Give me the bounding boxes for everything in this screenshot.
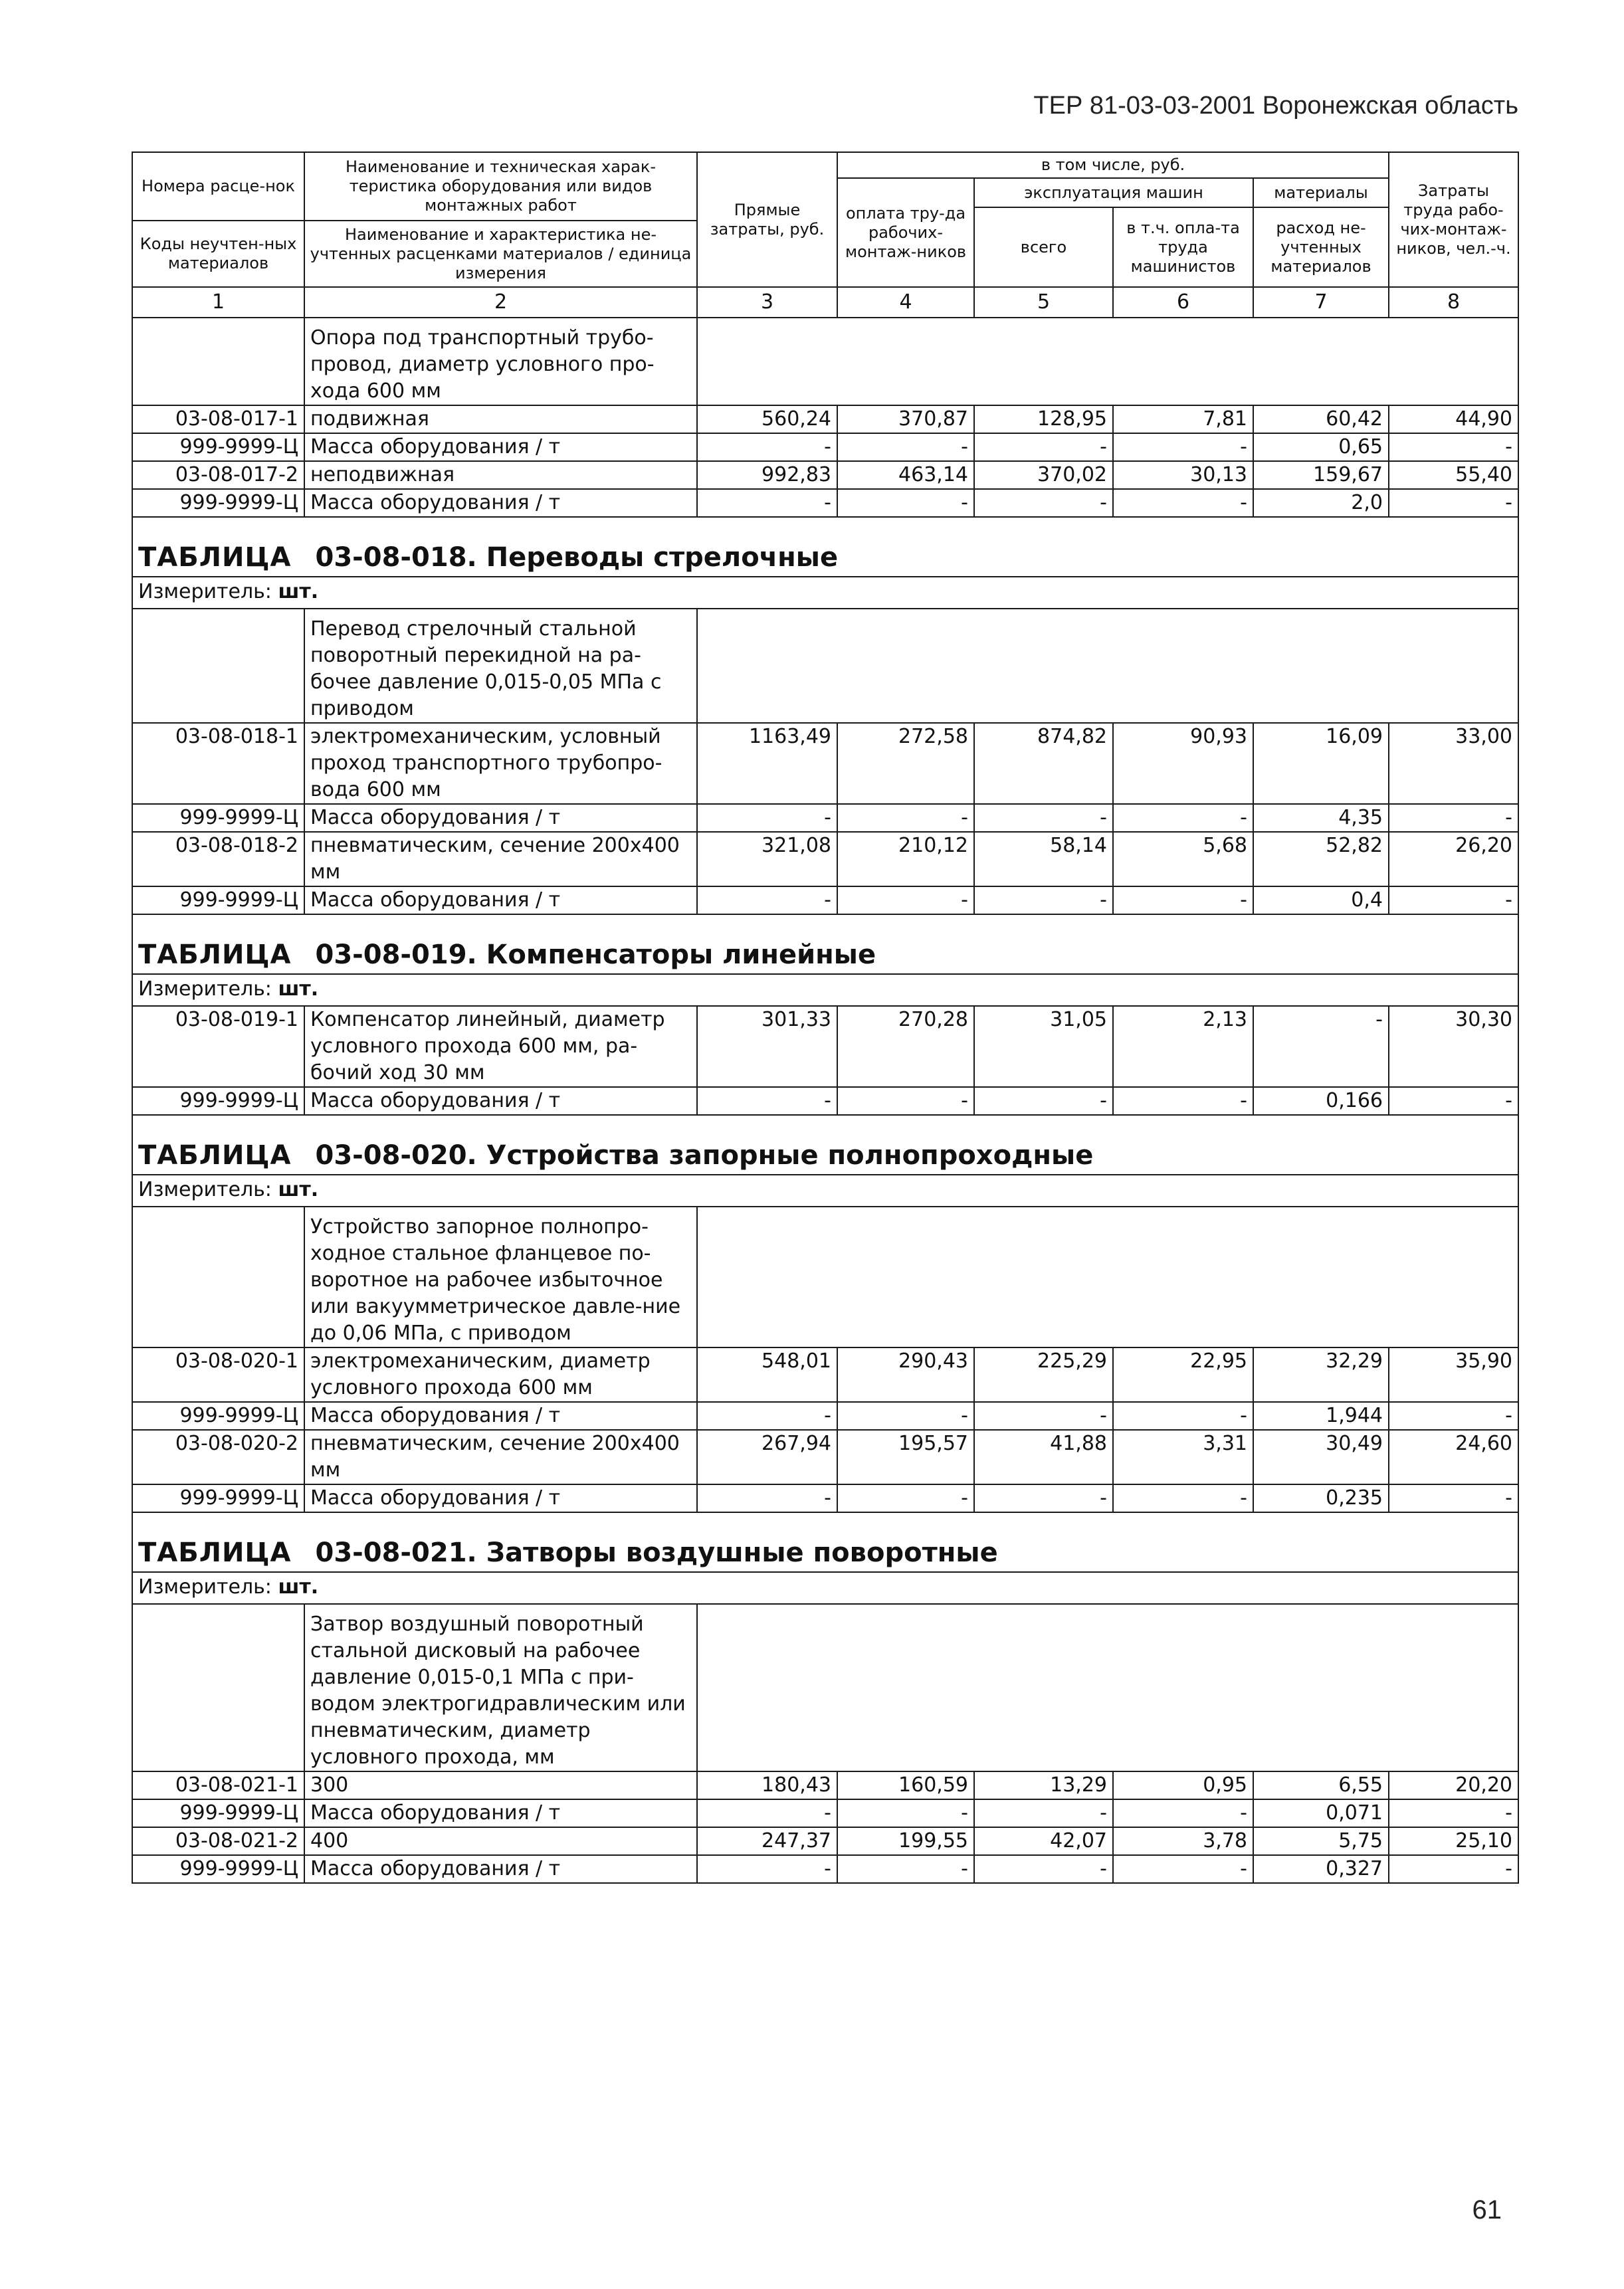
value-c3: - <box>697 1402 837 1430</box>
table-header <box>132 152 1518 318</box>
rate-code: 999-9999-Ц <box>132 1484 304 1512</box>
value-c6: 2,13 <box>1113 1006 1253 1087</box>
value-c7: 1,944 <box>1253 1402 1389 1430</box>
value-c7: 6,55 <box>1253 1771 1389 1799</box>
table-row <box>132 804 1518 832</box>
col-number: 5 <box>974 287 1113 318</box>
unit-row <box>132 1175 1518 1207</box>
value-c8: - <box>1389 1484 1518 1512</box>
value-c7: 52,82 <box>1253 832 1389 886</box>
value-c5: 31,05 <box>974 1006 1113 1087</box>
table-title-number: 03-08-019. <box>315 940 477 970</box>
value-c5: 370,02 <box>974 461 1113 489</box>
value-c5: 874,82 <box>974 723 1113 804</box>
value-c7: 60,42 <box>1253 405 1389 433</box>
value-c4: - <box>837 1799 974 1827</box>
value-c3: 247,37 <box>697 1827 837 1855</box>
col-number: 3 <box>697 287 837 318</box>
col-name-top: Наименование и техническая харак-теристика оборудования или видов монтажных работ <box>304 152 697 221</box>
value-c8: - <box>1389 804 1518 832</box>
table-body <box>132 318 1518 1883</box>
value-c4: - <box>837 804 974 832</box>
value-c3: 548,01 <box>697 1347 837 1402</box>
value-c6: - <box>1113 1799 1253 1827</box>
value-c5: 13,29 <box>974 1771 1113 1799</box>
rate-code: 03-08-018-1 <box>132 723 304 804</box>
value-c4: - <box>837 1855 974 1883</box>
work-name: Масса оборудования / т <box>304 489 697 517</box>
value-c6: - <box>1113 1402 1253 1430</box>
value-c8: - <box>1389 1402 1518 1430</box>
table-title-number: 03-08-020. <box>315 1140 477 1171</box>
value-c3: 301,33 <box>697 1006 837 1087</box>
value-c5: - <box>974 433 1113 461</box>
value-c3: - <box>697 489 837 517</box>
group-description: Затвор воздушный поворотный стальной дисковый на рабочее давление 0,015-0,1 МПа с при-водом электрогидравлическим или пневматическим, диаметр условного прохода, мм <box>304 1604 697 1771</box>
value-c4: 463,14 <box>837 461 974 489</box>
unit-value: шт. <box>278 1575 319 1599</box>
table-row <box>132 1771 1518 1799</box>
table-title-text: Затворы воздушные поворотные <box>486 1538 998 1568</box>
value-c5: 128,95 <box>974 405 1113 433</box>
empty-cell <box>697 1207 1518 1347</box>
value-c4: 370,87 <box>837 405 974 433</box>
work-name: 300 <box>304 1771 697 1799</box>
value-c4: 199,55 <box>837 1827 974 1855</box>
rate-code: 999-9999-Ц <box>132 1799 304 1827</box>
unit-value: шт. <box>278 580 319 603</box>
work-name: Масса оборудования / т <box>304 804 697 832</box>
value-c8: - <box>1389 433 1518 461</box>
table-row <box>132 1402 1518 1430</box>
rate-code: 03-08-017-1 <box>132 405 304 433</box>
value-c7: 0,166 <box>1253 1087 1389 1115</box>
col-direct-costs: Прямые затраты, руб. <box>697 152 837 287</box>
table-title <box>132 914 1518 974</box>
column-numbers-row <box>132 287 1518 318</box>
col-number: 1 <box>132 287 304 318</box>
value-c3: - <box>697 1855 837 1883</box>
unit-row <box>132 1572 1518 1604</box>
work-name: Масса оборудования / т <box>304 1484 697 1512</box>
value-c6: - <box>1113 886 1253 914</box>
value-c6: 3,78 <box>1113 1827 1253 1855</box>
value-c6: 30,13 <box>1113 461 1253 489</box>
table-title-text: Устройства запорные полнопроходные <box>486 1140 1094 1171</box>
table-row <box>132 723 1518 804</box>
value-c3: - <box>697 1484 837 1512</box>
value-c6: - <box>1113 489 1253 517</box>
value-c3: 321,08 <box>697 832 837 886</box>
value-c4: 160,59 <box>837 1771 974 1799</box>
empty-cell <box>132 1604 304 1771</box>
value-c3: - <box>697 433 837 461</box>
value-c7: 159,67 <box>1253 461 1389 489</box>
unit-label: Измеритель: <box>138 977 272 1001</box>
value-c8: - <box>1389 1799 1518 1827</box>
description-row <box>132 1604 1518 1771</box>
unit-row <box>132 577 1518 609</box>
value-c7: - <box>1253 1006 1389 1087</box>
value-c6: 22,95 <box>1113 1347 1253 1402</box>
value-c4: - <box>837 1402 974 1430</box>
unit-cell <box>132 577 1518 609</box>
rate-code: 03-08-021-2 <box>132 1827 304 1855</box>
value-c4: - <box>837 886 974 914</box>
empty-cell <box>132 1207 304 1347</box>
table-row <box>132 1347 1518 1402</box>
unit-cell <box>132 1175 1518 1207</box>
col-machine-operation: эксплуатация машин <box>974 178 1253 207</box>
table-row <box>132 1484 1518 1512</box>
table-title-row <box>132 517 1518 577</box>
description-row <box>132 318 1518 405</box>
description-row <box>132 609 1518 723</box>
unit-row <box>132 974 1518 1006</box>
empty-cell <box>697 609 1518 723</box>
col-number: 4 <box>837 287 974 318</box>
col-number: 8 <box>1389 287 1518 318</box>
rate-code: 999-9999-Ц <box>132 1087 304 1115</box>
value-c8: 26,20 <box>1389 832 1518 886</box>
value-c6: 5,68 <box>1113 832 1253 886</box>
value-c3: 560,24 <box>697 405 837 433</box>
rate-code: 999-9999-Ц <box>132 1855 304 1883</box>
value-c5: - <box>974 1402 1113 1430</box>
value-c4: 195,57 <box>837 1430 974 1484</box>
col-machines-wages: в т.ч. опла-та труда машинистов <box>1113 207 1253 287</box>
col-materials: материалы <box>1253 178 1389 207</box>
value-c5: 225,29 <box>974 1347 1113 1402</box>
value-c6: 0,95 <box>1113 1771 1253 1799</box>
value-c8: 55,40 <box>1389 461 1518 489</box>
col-including: в том числе, руб. <box>837 152 1389 178</box>
value-c3: 1163,49 <box>697 723 837 804</box>
col-number: 2 <box>304 287 697 318</box>
table-title-tag: ТАБЛИЦА <box>138 1140 292 1171</box>
value-c7: 0,327 <box>1253 1855 1389 1883</box>
value-c7: 0,071 <box>1253 1799 1389 1827</box>
empty-cell <box>132 609 304 723</box>
value-c4: 272,58 <box>837 723 974 804</box>
description-row <box>132 1207 1518 1347</box>
value-c5: - <box>974 489 1113 517</box>
rate-code: 999-9999-Ц <box>132 433 304 461</box>
work-name: Масса оборудования / т <box>304 1402 697 1430</box>
value-c7: 32,29 <box>1253 1347 1389 1402</box>
work-name: Масса оборудования / т <box>304 1799 697 1827</box>
unit-value: шт. <box>278 1178 319 1201</box>
value-c8: - <box>1389 1855 1518 1883</box>
table-row <box>132 1855 1518 1883</box>
value-c7: 5,75 <box>1253 1827 1389 1855</box>
value-c6: 3,31 <box>1113 1430 1253 1484</box>
work-name: Масса оборудования / т <box>304 886 697 914</box>
rate-code: 999-9999-Ц <box>132 886 304 914</box>
value-c4: 210,12 <box>837 832 974 886</box>
value-c5: - <box>974 1855 1113 1883</box>
value-c8: 30,30 <box>1389 1006 1518 1087</box>
value-c6: - <box>1113 804 1253 832</box>
rate-code: 03-08-017-2 <box>132 461 304 489</box>
value-c4: - <box>837 1087 974 1115</box>
table-title-row <box>132 914 1518 974</box>
value-c7: 4,35 <box>1253 804 1389 832</box>
col-material-codes: Коды неучтен-ных материалов <box>132 221 304 287</box>
value-c6: - <box>1113 1855 1253 1883</box>
table-row <box>132 1827 1518 1855</box>
work-name: пневматическим, сечение 200х400 мм <box>304 832 697 886</box>
work-name: Компенсатор линейный, диаметр условного прохода 600 мм, ра-бочий ход 30 мм <box>304 1006 697 1087</box>
value-c5: - <box>974 886 1113 914</box>
value-c8: - <box>1389 1087 1518 1115</box>
value-c4: - <box>837 489 974 517</box>
table-title <box>132 1512 1518 1572</box>
rate-code: 03-08-020-1 <box>132 1347 304 1402</box>
empty-cell <box>697 318 1518 405</box>
value-c7: 0,65 <box>1253 433 1389 461</box>
work-name: электромеханическим, условный проход транспортного трубопро-вода 600 мм <box>304 723 697 804</box>
table-title-number: 03-08-021. <box>315 1538 477 1568</box>
value-c3: - <box>697 1087 837 1115</box>
rate-code: 03-08-018-2 <box>132 832 304 886</box>
table-title-number: 03-08-018. <box>315 542 477 573</box>
value-c3: 992,83 <box>697 461 837 489</box>
value-c7: 0,235 <box>1253 1484 1389 1512</box>
value-c8: 25,10 <box>1389 1827 1518 1855</box>
unit-label: Измеритель: <box>138 1178 272 1201</box>
table-title-tag: ТАБЛИЦА <box>138 542 292 573</box>
col-name-bottom: Наименование и характеристика не-учтенных расценками материалов / единица измерения <box>304 221 697 287</box>
value-c5: 41,88 <box>974 1430 1113 1484</box>
value-c8: 44,90 <box>1389 405 1518 433</box>
value-c8: 35,90 <box>1389 1347 1518 1402</box>
value-c7: 0,4 <box>1253 886 1389 914</box>
rates-table <box>132 151 1519 1884</box>
group-description: Перевод стрелочный стальной поворотный перекидной на ра-бочее давление 0,015-0,05 МПа с приводом <box>304 609 697 723</box>
col-number: 7 <box>1253 287 1389 318</box>
unit-cell <box>132 974 1518 1006</box>
value-c3: 180,43 <box>697 1771 837 1799</box>
value-c4: 290,43 <box>837 1347 974 1402</box>
rate-code: 999-9999-Ц <box>132 489 304 517</box>
table-row <box>132 1799 1518 1827</box>
value-c5: - <box>974 1484 1113 1512</box>
value-c4: - <box>837 433 974 461</box>
table-row <box>132 832 1518 886</box>
value-c8: 33,00 <box>1389 723 1518 804</box>
work-name: 400 <box>304 1827 697 1855</box>
rate-code: 03-08-020-2 <box>132 1430 304 1484</box>
table-row <box>132 405 1518 433</box>
value-c3: - <box>697 886 837 914</box>
table-title-row <box>132 1115 1518 1175</box>
unit-cell <box>132 1572 1518 1604</box>
work-name: электромеханическим, диаметр условного прохода 600 мм <box>304 1347 697 1402</box>
table-title <box>132 1115 1518 1175</box>
rate-code: 999-9999-Ц <box>132 804 304 832</box>
value-c3: - <box>697 804 837 832</box>
col-wages: оплата тру-да рабочих-монтаж-ников <box>837 178 974 287</box>
value-c8: 20,20 <box>1389 1771 1518 1799</box>
table-title-text: Компенсаторы линейные <box>486 940 876 970</box>
unit-label: Измеритель: <box>138 580 272 603</box>
work-name: Масса оборудования / т <box>304 433 697 461</box>
group-description: Устройство запорное полнопро-ходное стальное фланцевое по-воротное на рабочее избыточное или вакуумметрическое давле-ние до 0,06 МПа, с приводом <box>304 1207 697 1347</box>
table-title-text: Переводы стрелочные <box>486 542 839 573</box>
col-machines-total: всего <box>974 207 1113 287</box>
empty-cell <box>697 1604 1518 1771</box>
value-c5: - <box>974 1799 1113 1827</box>
value-c5: 42,07 <box>974 1827 1113 1855</box>
col-number: 6 <box>1113 287 1253 318</box>
value-c3: - <box>697 1799 837 1827</box>
value-c8: - <box>1389 489 1518 517</box>
rate-code: 999-9999-Ц <box>132 1402 304 1430</box>
value-c5: - <box>974 1087 1113 1115</box>
value-c4: 270,28 <box>837 1006 974 1087</box>
table-title <box>132 517 1518 577</box>
value-c6: 7,81 <box>1113 405 1253 433</box>
table-row <box>132 433 1518 461</box>
col-labor: Затраты труда рабо-чих-монтаж-ников, чел.-ч. <box>1389 152 1518 287</box>
table-title-tag: ТАБЛИЦА <box>138 940 292 970</box>
group-description: Опора под транспортный трубо-провод, диаметр условного про-хода 600 мм <box>304 318 697 405</box>
value-c6: - <box>1113 1087 1253 1115</box>
table-row <box>132 1087 1518 1115</box>
work-name: неподвижная <box>304 461 697 489</box>
value-c5: - <box>974 804 1113 832</box>
value-c8: - <box>1389 886 1518 914</box>
value-c3: 267,94 <box>697 1430 837 1484</box>
value-c6: - <box>1113 433 1253 461</box>
work-name: Масса оборудования / т <box>304 1087 697 1115</box>
work-name: подвижная <box>304 405 697 433</box>
rate-code: 03-08-021-1 <box>132 1771 304 1799</box>
table-row <box>132 1430 1518 1484</box>
work-name: Масса оборудования / т <box>304 1855 697 1883</box>
value-c7: 16,09 <box>1253 723 1389 804</box>
value-c6: - <box>1113 1484 1253 1512</box>
col-rate-numbers: Номера расце-нок <box>132 152 304 221</box>
empty-cell <box>132 318 304 405</box>
value-c7: 30,49 <box>1253 1430 1389 1484</box>
unit-value: шт. <box>278 977 319 1001</box>
value-c8: 24,60 <box>1389 1430 1518 1484</box>
page-number: 61 <box>1472 2195 1502 2225</box>
value-c6: 90,93 <box>1113 723 1253 804</box>
table-row <box>132 886 1518 914</box>
table-row <box>132 461 1518 489</box>
work-name: пневматическим, сечение 200х400 мм <box>304 1430 697 1484</box>
table-row <box>132 489 1518 517</box>
rate-code: 03-08-019-1 <box>132 1006 304 1087</box>
value-c5: 58,14 <box>974 832 1113 886</box>
value-c4: - <box>837 1484 974 1512</box>
document-header: ТЕР 81-03-03-2001 Воронежская область <box>1033 92 1518 120</box>
table-row <box>132 1006 1518 1087</box>
col-materials-consumption: расход не-учтенных материалов <box>1253 207 1389 287</box>
unit-label: Измеритель: <box>138 1575 272 1599</box>
table-title-tag: ТАБЛИЦА <box>138 1538 292 1568</box>
value-c7: 2,0 <box>1253 489 1389 517</box>
table-title-row <box>132 1512 1518 1572</box>
